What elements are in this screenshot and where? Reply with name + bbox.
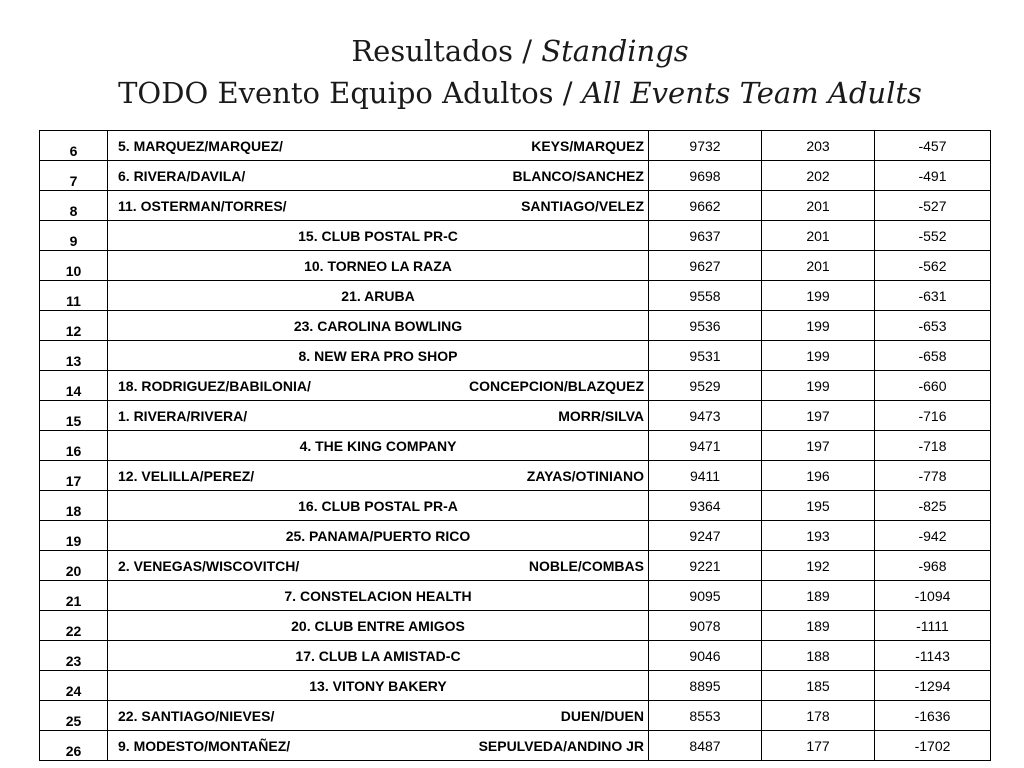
team-name: 22. SANTIAGO/NIEVES/ [118, 707, 275, 724]
table-row [40, 161, 991, 191]
team-name: 4. THE KING COMPANY [299, 437, 457, 454]
position-cell: 12 [40, 311, 108, 341]
team-name: 25. PANAMA/PUERTO RICO [285, 527, 471, 544]
average-cell: 196 [762, 461, 875, 491]
position-cell: 18 [40, 491, 108, 521]
team-cell [108, 221, 649, 251]
total-pins-cell: 9471 [649, 431, 762, 461]
team-name: 7. CONSTELACION HEALTH [284, 587, 472, 604]
team-name-wrap [108, 678, 648, 694]
total-pins-cell: 9627 [649, 251, 762, 281]
team-name-wrap [108, 288, 648, 304]
team-name-wrap [108, 498, 648, 514]
difference-cell: -716 [875, 401, 991, 431]
team-name: 15. CLUB POSTAL PR-C [298, 227, 458, 244]
table-row [40, 401, 991, 431]
team-name: 17. CLUB LA AMISTAD-C [295, 647, 461, 664]
title-english: Standings [541, 34, 689, 68]
position-cell: 16 [40, 431, 108, 461]
total-pins-cell: 8487 [649, 731, 762, 761]
average-cell: 199 [762, 281, 875, 311]
average-cell: 201 [762, 221, 875, 251]
page-title [8, 34, 1024, 68]
team-name-wrap [108, 138, 648, 154]
team-cell [108, 671, 649, 701]
team-cell [108, 311, 649, 341]
table-row [40, 551, 991, 581]
position-cell: 14 [40, 371, 108, 401]
team-name: 5. MARQUEZ/MARQUEZ/ [118, 137, 283, 154]
team-name-wrap [108, 438, 648, 454]
team-name-wrap [108, 738, 648, 754]
team-members: NOBLE/COMBAS [528, 557, 644, 574]
page-subtitle [8, 76, 1024, 110]
team-members: BLANCO/SANCHEZ [512, 167, 644, 184]
difference-cell: -825 [875, 491, 991, 521]
difference-cell: -1702 [875, 731, 991, 761]
table-row [40, 641, 991, 671]
team-cell [108, 281, 649, 311]
team-name-wrap [108, 378, 648, 394]
position-cell: 11 [40, 281, 108, 311]
team-cell [108, 641, 649, 671]
team-name: 18. RODRIGUEZ/BABILONIA/ [118, 377, 311, 394]
team-name-wrap [108, 258, 648, 274]
total-pins-cell: 9531 [649, 341, 762, 371]
average-cell: 178 [762, 701, 875, 731]
position-cell: 23 [40, 641, 108, 671]
average-cell: 199 [762, 341, 875, 371]
team-members: CONCEPCION/BLAZQUEZ [469, 377, 644, 394]
average-cell: 197 [762, 401, 875, 431]
difference-cell: -562 [875, 251, 991, 281]
table-row [40, 701, 991, 731]
average-cell: 201 [762, 251, 875, 281]
difference-cell: -660 [875, 371, 991, 401]
team-name-wrap [108, 348, 648, 364]
difference-cell: -968 [875, 551, 991, 581]
team-cell [108, 401, 649, 431]
difference-cell: -1636 [875, 701, 991, 731]
team-cell [108, 131, 649, 161]
difference-cell: -631 [875, 281, 991, 311]
team-name: 13. VITONY BAKERY [309, 677, 447, 694]
team-name-wrap [108, 228, 648, 244]
table-row [40, 371, 991, 401]
team-name: 21. ARUBA [341, 287, 415, 304]
team-members: SANTIAGO/VELEZ [521, 197, 644, 214]
table-row [40, 731, 991, 761]
team-name: 10. TORNEO LA RAZA [304, 257, 452, 274]
team-name: 20. CLUB ENTRE AMIGOS [291, 617, 465, 634]
position-cell: 26 [40, 731, 108, 761]
total-pins-cell: 9558 [649, 281, 762, 311]
team-name-wrap [108, 708, 648, 724]
position-cell: 17 [40, 461, 108, 491]
average-cell: 193 [762, 521, 875, 551]
total-pins-cell: 9662 [649, 191, 762, 221]
team-name-wrap [108, 558, 648, 574]
team-name-wrap [108, 318, 648, 334]
team-name-wrap [108, 618, 648, 634]
position-cell: 10 [40, 251, 108, 281]
average-cell: 199 [762, 371, 875, 401]
team-name: 6. RIVERA/DAVILA/ [118, 167, 246, 184]
position-cell: 7 [40, 161, 108, 191]
position-cell: 20 [40, 551, 108, 581]
average-cell: 188 [762, 641, 875, 671]
table-row [40, 131, 991, 161]
team-cell [108, 731, 649, 761]
total-pins-cell: 9536 [649, 311, 762, 341]
table-row [40, 611, 991, 641]
position-cell: 8 [40, 191, 108, 221]
average-cell: 189 [762, 581, 875, 611]
team-name: 1. RIVERA/RIVERA/ [118, 407, 248, 424]
team-cell [108, 551, 649, 581]
subtitle-spanish: TODO Evento Equipo Adultos / [118, 76, 582, 110]
team-members: KEYS/MARQUEZ [531, 137, 644, 154]
team-name: 12. VELILLA/PEREZ/ [118, 467, 255, 484]
team-name: 23. CAROLINA BOWLING [293, 317, 463, 334]
team-cell [108, 461, 649, 491]
team-name: 2. VENEGAS/WISCOVITCH/ [118, 557, 300, 574]
total-pins-cell: 9046 [649, 641, 762, 671]
total-pins-cell: 9078 [649, 611, 762, 641]
total-pins-cell: 9698 [649, 161, 762, 191]
team-name-wrap [108, 468, 648, 484]
team-name-wrap [108, 588, 648, 604]
team-members: MORR/SILVA [558, 407, 644, 424]
position-cell: 9 [40, 221, 108, 251]
position-cell: 13 [40, 341, 108, 371]
difference-cell: -1294 [875, 671, 991, 701]
table-row [40, 221, 991, 251]
team-name-wrap [108, 528, 648, 544]
difference-cell: -942 [875, 521, 991, 551]
team-name: 16. CLUB POSTAL PR-A [298, 497, 458, 514]
average-cell: 203 [762, 131, 875, 161]
team-cell [108, 701, 649, 731]
average-cell: 192 [762, 551, 875, 581]
total-pins-cell: 9364 [649, 491, 762, 521]
average-cell: 201 [762, 191, 875, 221]
difference-cell: -718 [875, 431, 991, 461]
average-cell: 185 [762, 671, 875, 701]
team-members: DUEN/DUEN [560, 707, 644, 724]
position-cell: 19 [40, 521, 108, 551]
table-row [40, 521, 991, 551]
average-cell: 189 [762, 611, 875, 641]
total-pins-cell: 9221 [649, 551, 762, 581]
subtitle-english: All Events Team Adults [581, 76, 922, 110]
team-name: 9. MODESTO/MONTAÑEZ/ [118, 737, 291, 754]
total-pins-cell: 9095 [649, 581, 762, 611]
team-members: ZAYAS/OTINIANO [526, 467, 644, 484]
table-row [40, 341, 991, 371]
table-row [40, 281, 991, 311]
team-name-wrap [108, 648, 648, 664]
total-pins-cell: 9637 [649, 221, 762, 251]
team-name: 8. NEW ERA PRO SHOP [298, 347, 458, 364]
team-cell [108, 371, 649, 401]
average-cell: 177 [762, 731, 875, 761]
difference-cell: -491 [875, 161, 991, 191]
difference-cell: -552 [875, 221, 991, 251]
table-row [40, 491, 991, 521]
position-cell: 15 [40, 401, 108, 431]
table-row [40, 431, 991, 461]
team-members: SEPULVEDA/ANDINO JR [478, 737, 644, 754]
total-pins-cell: 8895 [649, 671, 762, 701]
team-name: 11. OSTERMAN/TORRES/ [118, 197, 287, 214]
team-name-wrap [108, 168, 648, 184]
team-name-wrap [108, 408, 648, 424]
difference-cell: -653 [875, 311, 991, 341]
difference-cell: -1143 [875, 641, 991, 671]
team-cell [108, 161, 649, 191]
average-cell: 199 [762, 311, 875, 341]
position-cell: 25 [40, 701, 108, 731]
team-cell [108, 251, 649, 281]
table-row [40, 671, 991, 701]
total-pins-cell: 9732 [649, 131, 762, 161]
difference-cell: -527 [875, 191, 991, 221]
difference-cell: -457 [875, 131, 991, 161]
table-row [40, 581, 991, 611]
difference-cell: -1111 [875, 611, 991, 641]
total-pins-cell: 9411 [649, 461, 762, 491]
team-cell [108, 581, 649, 611]
table-row [40, 311, 991, 341]
team-cell [108, 431, 649, 461]
team-name-wrap [108, 198, 648, 214]
team-cell [108, 611, 649, 641]
position-cell: 21 [40, 581, 108, 611]
total-pins-cell: 9529 [649, 371, 762, 401]
team-cell [108, 191, 649, 221]
position-cell: 24 [40, 671, 108, 701]
difference-cell: -658 [875, 341, 991, 371]
team-cell [108, 491, 649, 521]
team-cell [108, 341, 649, 371]
total-pins-cell: 9247 [649, 521, 762, 551]
position-cell: 22 [40, 611, 108, 641]
difference-cell: -1094 [875, 581, 991, 611]
average-cell: 197 [762, 431, 875, 461]
average-cell: 195 [762, 491, 875, 521]
total-pins-cell: 9473 [649, 401, 762, 431]
average-cell: 202 [762, 161, 875, 191]
team-cell [108, 521, 649, 551]
title-spanish: Resultados / [351, 34, 542, 68]
position-cell: 6 [40, 131, 108, 161]
total-pins-cell: 8553 [649, 701, 762, 731]
difference-cell: -778 [875, 461, 991, 491]
table-row [40, 251, 991, 281]
table-row [40, 191, 991, 221]
standings-rows [40, 131, 991, 761]
table-row [40, 461, 991, 491]
standings-table [39, 130, 991, 761]
